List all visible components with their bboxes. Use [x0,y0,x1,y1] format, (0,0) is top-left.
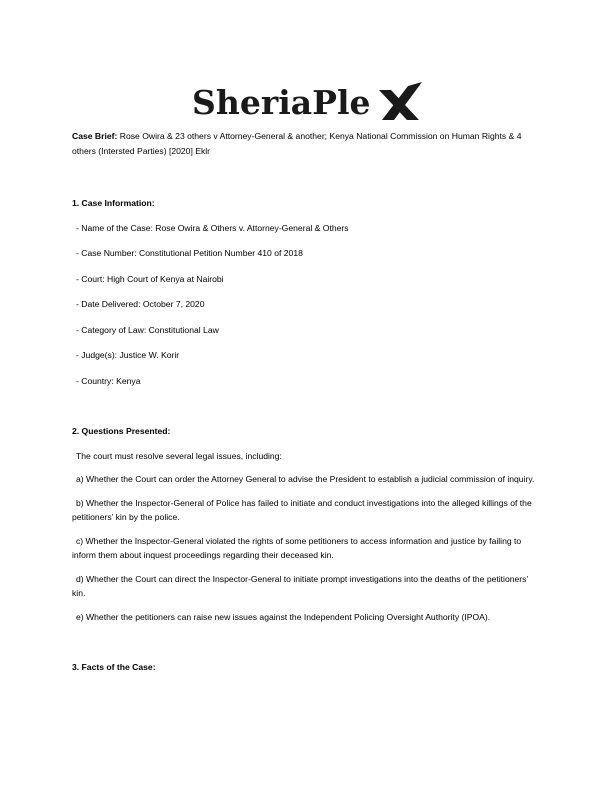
question-item: e) Whether the petitioners can raise new issues against the Independent Policing Oversight Authority (IPOA). [76,611,491,622]
section-title-case-information: 1. Case Information: [72,198,155,208]
list-item: - Judge(s): Justice W. Korir [76,350,180,360]
list-item: - Date Delivered: October 7, 2020 [76,299,205,309]
document-body [72,129,542,675]
case-brief-label: Case Brief: [72,131,118,141]
list-item: - Case Number: Constitutional Petition Number 410 of 2018 [76,248,303,258]
list-item: - Court: High Court of Kenya at Nairobi [76,273,224,284]
logo-x-mark [379,82,422,120]
list-item: - Category of Law: Constitutional Law [76,324,219,335]
case-brief-text: Rose Owira & 23 others v Attorney-General & another; Kenya National Commission on Human Rights & 4 others (Intersted Parties) [2020] Eklr [72,131,522,156]
questions-intro: The court must resolve several legal issues, including: [76,450,282,461]
logo-graphic [186,76,426,126]
list-item: - Country: Kenya [76,375,141,386]
case-brief [72,129,542,158]
question-item: b) Whether the Inspector-General of Police has failed to initiate and conduct investigations into the alleged killings of the petitioners’ kin by the police. [72,497,532,522]
sheriaplex-logo [0,76,612,126]
question-item: d) Whether the Court can direct the Inspector-General to initiate prompt investigations into the deaths of the petitioners’ kin. [72,573,529,598]
question-item: a) Whether the Court can order the Attorney General to advise the President to establish a judicial commission of inquiry. [76,474,535,484]
logo-wordmark: SheriaPle [192,83,371,122]
section-title-facts: 3. Facts of the Case: [72,662,156,672]
question-item: c) Whether the Inspector-General violated the rights of some petitioners to access information and justice by failing to inform them about inquest proceedings regarding their deceased kin. [72,535,522,560]
case-information-list [72,221,542,389]
list-item: - Name of the Case: Rose Owira & Others v. Attorney-General & Others [76,222,349,233]
section-title-questions-presented: 2. Questions Presented: [72,426,171,436]
